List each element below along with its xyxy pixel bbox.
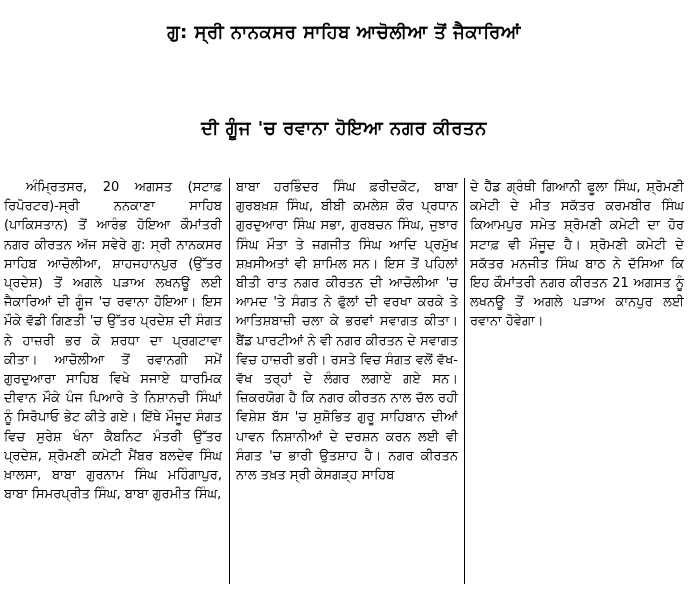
- column-divider: [464, 178, 465, 584]
- headline-line-2: ਦੀ ਗੂੰਜ 'ਚ ਰਵਾਨਾ ਹੋਇਆ ਨਗਰ ਕੀਰਤਨ: [201, 118, 487, 139]
- article-column-1: [4, 178, 222, 586]
- column-divider: [229, 178, 230, 584]
- article-column-2: [236, 178, 458, 586]
- article-paragraph: ਬਾਬਾ ਹਰਭਿੰਦਰ ਸਿੰਘ ਫ਼ਰੀਦਕੋਟ, ਬਾਬਾ ਗੁਰਬਖ਼ਸ਼ ਸਿੰਘ, ਬੀਬੀ ਕਮਲੇਸ਼ ਕੌਰ ਪ੍ਰਧਾਨ ਗੁਰਦੁਆਰਾ ਸਿੰਘ ਸਭਾ, ਗੁਰਬਚਨ ਸਿੰਘ, ਜੁਝਾਰ ਸਿੰਘ ਮੌਤਾ ਤੇ ਜਗਜੀਤ ਸਿੰਘ ਆਦਿ ਪ੍ਰਮੁੱਖ ਸ਼ਖ਼ਸੀਅਤਾਂ ਵੀ ਸ਼ਾਮਿਲ ਸਨ। ਇਸ ਤੋਂ ਪਹਿਲਾਂ ਬੀਤੀ ਰਾਤ ਨਗਰ ਕੀਰਤਨ ਦੀ ਆਚੋਲੀਆ 'ਚ ਆਮਦ 'ਤੇ ਸੰਗਤ ਨੇ ਫੁੱਲਾਂ ਦੀ ਵਰਖਾ ਕਰਕੇ ਤੇ ਆਤਿਸ਼ਬਾਜ਼ੀ ਚਲਾ ਕੇ ਭਰਵਾਂ ਸਵਾਗਤ ਕੀਤਾ। ਬੈਂਡ ਪਾਰਟੀਆਂ ਨੇ ਵੀ ਨਗਰ ਕੀਰਤਨ ਦੇ ਸਵਾਗਤ ਵਿਚ ਹਾਜ਼ਰੀ ਭਰੀ। ਰਸਤੇ ਵਿਚ ਸੰਗਤ ਵਲੋਂ ਵੱਖ-ਵੱਖ ਤਰ੍ਹਾਂ ਦੇ ਲੰਗਰ ਲਗਾਏ ਗਏ ਸਨ। ਜ਼ਿਕਰਯੋਗ ਹੈ ਕਿ ਨਗਰ ਕੀਰਤਨ ਨਾਲ ਚੱਲ ਰਹੀ ਵਿਸ਼ੇਸ਼ ਬੱਸ 'ਚ ਸੁਸ਼ੋਭਿਤ ਗੁਰੂ ਸਾਹਿਬਾਨ ਦੀਆਂ ਪਾਵਨ ਨਿਸ਼ਾਨੀਆਂ ਦੇ ਦਰਸ਼ਨ ਕਰਨ ਲਈ ਵੀ ਸੰਗਤ 'ਚ ਭਾਰੀ ਉਤਸ਼ਾਹ ਹੈ। ਨਗਰ ਕੀਰਤਨ ਨਾਲ ਤਖ਼ਤ ਸ੍ਰੀ ਕੇਸਗੜ੍ਹ ਸਾਹਿਬ: [236, 180, 458, 484]
- article-paragraph: ਦੇ ਹੈੱਡ ਗ੍ਰੰਥੀ ਗਿਆਨੀ ਫੂਲਾ ਸਿੰਘ, ਸ਼੍ਰੋਮਣੀ ਕਮੇਟੀ ਦੇ ਮੀਤ ਸਕੱਤਰ ਕਰਮਬੀਰ ਸਿੰਘ ਕਿਆਮਪੁਰ ਸਮੇਤ ਸ਼੍ਰੋਮਣੀ ਕਮੇਟੀ ਦਾ ਹੋਰ ਸਟਾਫ਼ ਵੀ ਮੌਜੂਦ ਹੈ। ਸ਼੍ਰੋਮਣੀ ਕਮੇਟੀ ਦੇ ਸਕੱਤਰ ਮਨਜੀਤ ਸਿੰਘ ਬਾਠ ਨੇ ਦੱਸਿਆ ਕਿ ਇਹ ਕੌਮਾਂਤਰੀ ਨਗਰ ਕੀਰਤਨ 21 ਅਗਸਤ ਨੂੰ ਲਖਨਊ ਤੋਂ ਅਗਲੇ ਪੜਾਅ ਕਾਨਪੁਰ ਲਈ ਰਵਾਨਾ ਹੋਵੇਗਾ।: [470, 180, 684, 330]
- headline-line-1: ਗੁ: ਸ੍ਰੀ ਨਾਨਕਸਰ ਸਾਹਿਬ ਆਚੋਲੀਆ ਤੋਂ ਜੈਕਾਰਿਆਂ: [167, 22, 521, 43]
- article-column-3: [470, 178, 684, 586]
- article-paragraph: ਅੰਮ੍ਰਿਤਸਰ, 20 ਅਗਸਤ (ਸਟਾਫ਼ ਰਿਪੋਰਟਰ)-ਸ੍ਰੀ ਨਨਕਾਣਾ ਸਾਹਿਬ (ਪਾਕਿਸਤਾਨ) ਤੋਂ ਆਰੰਭ ਹੋਇਆ ਕੌਮਾਂਤਰੀ ਨਗਰ ਕੀਰਤਨ ਅੱਜ ਸਵੇਰੇ ਗੁ: ਸ੍ਰੀ ਨਾਨਕਸਰ ਸਾਹਿਬ ਆਚੋਲੀਆ, ਸ਼ਾਹਜਹਾਨਪੁਰ (ਉੱਤਰ ਪ੍ਰਦੇਸ਼) ਤੋਂ ਅਗਲੇ ਪੜਾਅ ਲਖਨਊ ਲਈ ਜੈਕਾਰਿਆਂ ਦੀ ਗੂੰਜ 'ਚ ਰਵਾਨਾ ਹੋਇਆ। ਇਸ ਮੌਕੇ ਵੱਡੀ ਗਿਣਤੀ 'ਚ ਉੱਤਰ ਪ੍ਰਦੇਸ਼ ਦੀ ਸੰਗਤ ਨੇ ਹਾਜ਼ਰੀ ਭਰ ਕੇ ਸ਼ਰਧਾ ਦਾ ਪ੍ਰਗਟਾਵਾ ਕੀਤਾ। ਆਚੋਲੀਆ ਤੋਂ ਰਵਾਨਗੀ ਸਮੇਂ ਗੁਰਦੁਆਰਾ ਸਾਹਿਬ ਵਿਖੇ ਸਜਾਏ ਧਾਰਮਿਕ ਦੀਵਾਨ ਮੌਕੇ ਪੰਜ ਪਿਆਰੇ ਤੇ ਨਿਸ਼ਾਨਚੀ ਸਿੰਘਾਂ ਨੂੰ ਸਿਰੋਪਾਓ ਭੇਟ ਕੀਤੇ ਗਏ। ਇੱਥੇ ਮੌਜੂਦ ਸੰਗਤ ਵਿਚ ਸੁਰੇਸ਼ ਖੰਨਾ ਕੈਬਨਿਟ ਮੰਤਰੀ ਉੱਤਰ ਪ੍ਰਦੇਸ਼, ਸ਼੍ਰੋਮਣੀ ਕਮੇਟੀ ਮੈਂਬਰ ਬਲਦੇਵ ਸਿੰਘ ਖ਼ਾਲਸਾ, ਬਾਬਾ ਗੁਰਨਾਮ ਸਿੰਘ ਮਹਿੰਗਾਪੁਰ, ਬਾਬਾ ਸਿਮਰਪ੍ਰੀਤ ਸਿੰਘ, ਬਾਬਾ ਗੁਰਮੀਤ ਸਿੰਘ,: [4, 180, 222, 503]
